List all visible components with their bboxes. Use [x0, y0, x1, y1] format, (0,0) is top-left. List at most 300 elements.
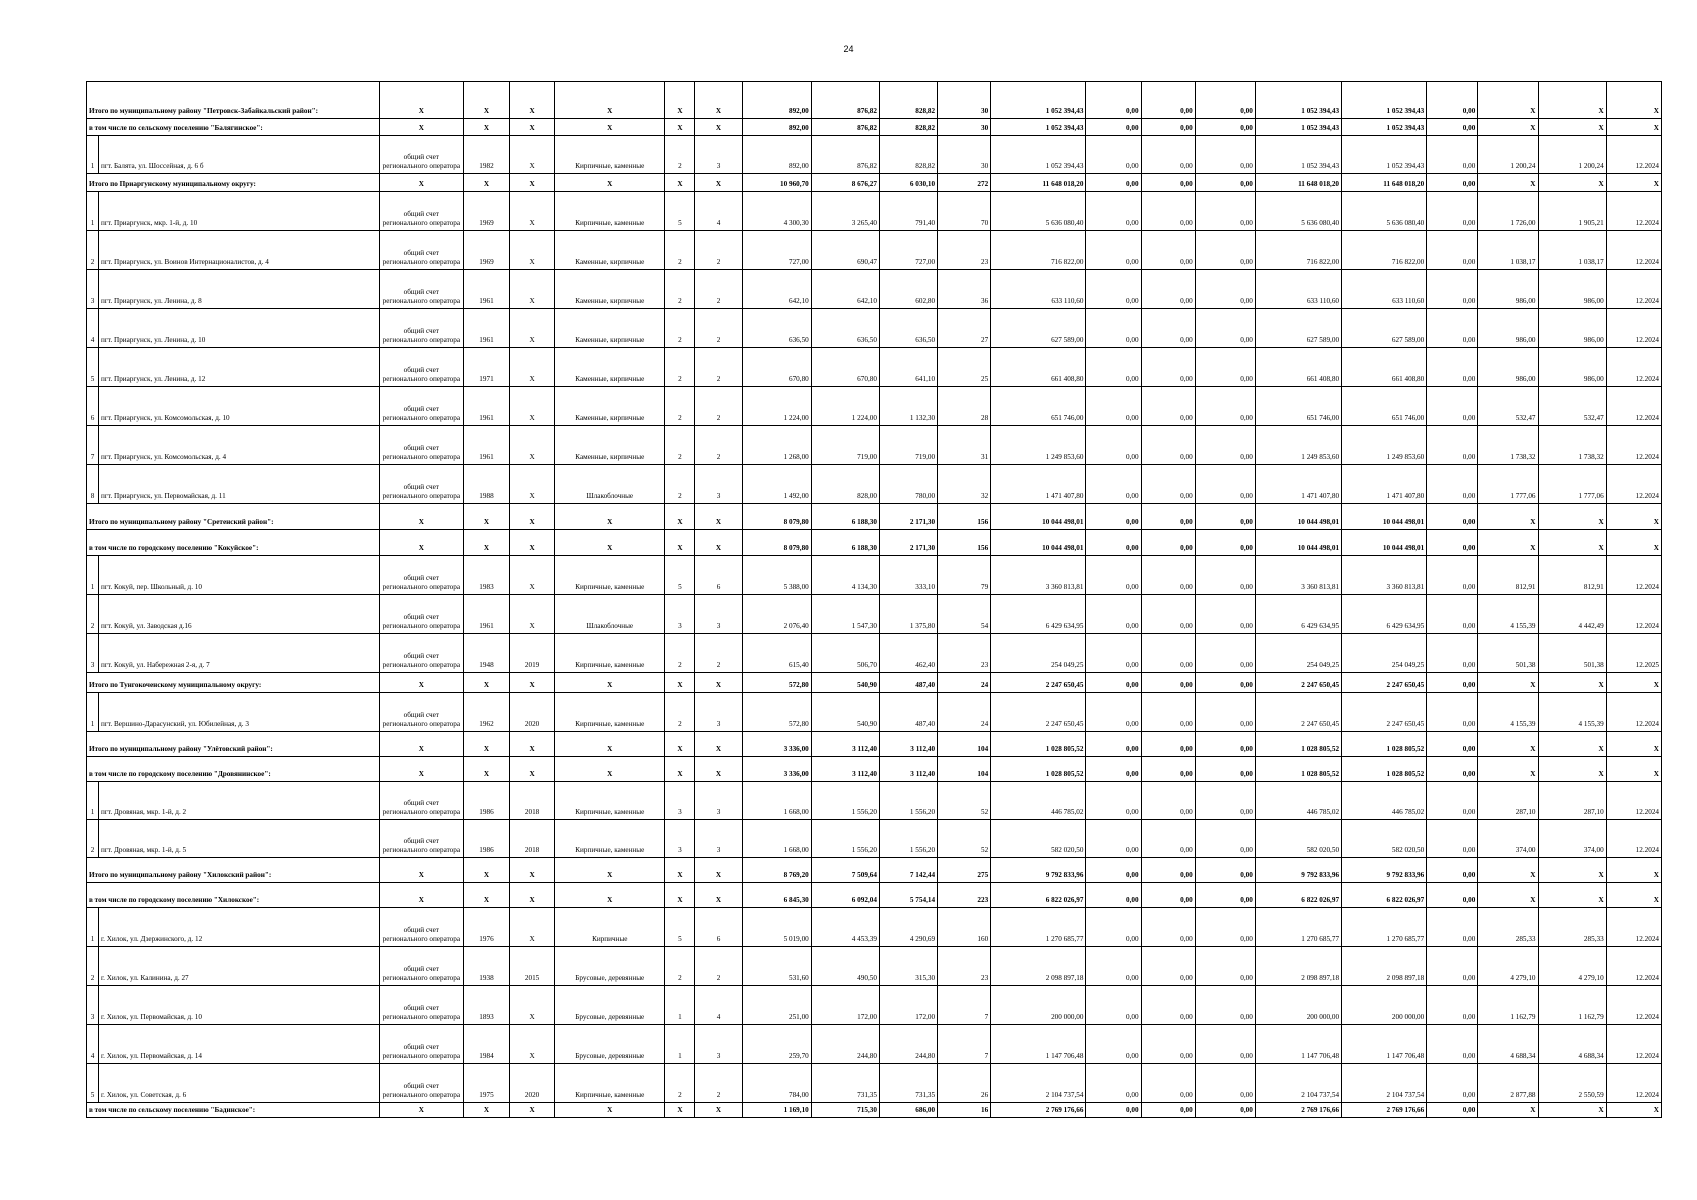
table-cell: 1 052 394,43 [991, 82, 1086, 119]
table-cell: 10 044 498,01 [991, 504, 1086, 530]
table-cell: 0,00 [1141, 426, 1195, 465]
table-cell: X [665, 757, 695, 782]
table-cell: Каменные, кирпичные [555, 270, 665, 309]
table-cell: 8 079,80 [742, 504, 811, 530]
table-cell: X [510, 732, 555, 757]
table-cell: 12.2024 [1606, 908, 1661, 947]
table-cell: 446 785,02 [991, 782, 1086, 820]
table-cell: 1938 [463, 947, 509, 986]
table-cell: 0,00 [1141, 858, 1195, 883]
table-cell: 26 [938, 1064, 991, 1103]
table-cell: 6 092,04 [811, 883, 879, 908]
table-cell: 2 [695, 309, 742, 348]
table-cell: 6 429 634,95 [1342, 595, 1427, 634]
table-cell: X [510, 348, 555, 387]
table-cell: Кирпичные, каменные [555, 136, 665, 174]
table-cell: X [695, 858, 742, 883]
table-cell: Каменные, кирпичные [555, 231, 665, 270]
table-cell: X [695, 673, 742, 693]
table-cell: 3 265,40 [811, 192, 879, 231]
table-cell: X [695, 82, 742, 119]
row-number: 1 [87, 136, 99, 174]
table-cell: 0,00 [1195, 883, 1255, 908]
table-cell: 0,00 [1086, 270, 1141, 309]
table-cell: общий счет регионального оператора [379, 231, 463, 270]
table-cell: 1 052 394,43 [1342, 82, 1427, 119]
table-cell: 0,00 [1427, 673, 1478, 693]
table-cell: 4 442,49 [1538, 595, 1606, 634]
table-cell: 10 044 498,01 [1255, 504, 1341, 530]
table-cell: 1 028 805,52 [1255, 757, 1341, 782]
table-cell: 4 300,30 [742, 192, 811, 231]
table-cell: 2 769 176,66 [1255, 1103, 1341, 1118]
table-cell: 12.2024 [1606, 782, 1661, 820]
table-cell: 0,00 [1195, 693, 1255, 732]
table-row [87, 947, 1662, 986]
table-cell: 3 [695, 136, 742, 174]
table-cell: 1 224,00 [742, 387, 811, 426]
table-cell: 1 224,00 [811, 387, 879, 426]
table-cell: 11 648 018,20 [991, 174, 1086, 192]
table-cell: 156 [938, 530, 991, 556]
table-cell: 0,00 [1427, 757, 1478, 782]
table-cell: 32 [938, 465, 991, 504]
table-cell: 1983 [463, 556, 509, 595]
table-cell: X [379, 732, 463, 757]
table-cell: 3 360 813,81 [991, 556, 1086, 595]
table-cell: 1 249 853,60 [1342, 426, 1427, 465]
table-cell: Брусовые, деревянные [555, 947, 665, 986]
table-cell: 3 [695, 1025, 742, 1064]
table-cell: 0,00 [1195, 595, 1255, 634]
table-cell: 0,00 [1195, 858, 1255, 883]
table-cell: 892,00 [742, 136, 811, 174]
summary-row [87, 757, 1662, 782]
table-row [87, 693, 1662, 732]
address-cell: пгт. Приаргунск, ул. Комсомольская, д. 10 [99, 387, 380, 426]
table-row [87, 820, 1662, 858]
table-cell: X [1606, 757, 1661, 782]
table-cell: 641,10 [879, 348, 937, 387]
summary-row [87, 174, 1662, 192]
table-cell: 0,00 [1086, 634, 1141, 673]
summary-label: Итого по муниципальному району "Улётовский район": [87, 732, 380, 757]
table-cell: X [1538, 732, 1606, 757]
table-row [87, 1064, 1662, 1103]
table-cell: 6 822 026,97 [1342, 883, 1427, 908]
table-cell: 1 038,17 [1478, 231, 1538, 270]
table-cell: 1 270 685,77 [1342, 908, 1427, 947]
table-cell: общий счет регионального оператора [379, 693, 463, 732]
table-cell: X [510, 174, 555, 192]
table-cell: 2 171,30 [879, 530, 937, 556]
table-cell: 12.2024 [1606, 387, 1661, 426]
table-cell: 12.2024 [1606, 192, 1661, 231]
table-cell: 4 155,39 [1538, 693, 1606, 732]
table-cell: 2 104 737,54 [991, 1064, 1086, 1103]
table-cell: 0,00 [1195, 119, 1255, 136]
table-cell: 0,00 [1195, 309, 1255, 348]
table-cell: 716 822,00 [1255, 231, 1341, 270]
table-cell: 0,00 [1141, 82, 1195, 119]
table-cell: общий счет регионального оператора [379, 595, 463, 634]
table-cell: 1 028 805,52 [1342, 757, 1427, 782]
table-cell: 5 [665, 556, 695, 595]
table-cell: 1893 [463, 986, 509, 1025]
row-number: 2 [87, 595, 99, 634]
table-cell: X [665, 1103, 695, 1118]
table-cell: 1 052 394,43 [1342, 119, 1427, 136]
table-cell: 6 845,30 [742, 883, 811, 908]
table-row [87, 136, 1662, 174]
table-cell: 1 038,17 [1538, 231, 1606, 270]
summary-label: Итого по муниципальному району "Хилокский район": [87, 858, 380, 883]
table-cell: 0,00 [1086, 387, 1141, 426]
table-cell: X [695, 883, 742, 908]
table-cell: 1 028 805,52 [1342, 732, 1427, 757]
table-cell: X [510, 556, 555, 595]
table-cell: 0,00 [1086, 426, 1141, 465]
table-cell: X [695, 504, 742, 530]
table-cell: X [1478, 82, 1538, 119]
table-cell: 9 792 833,96 [1255, 858, 1341, 883]
row-number: 8 [87, 465, 99, 504]
table-cell: 4 155,39 [1478, 693, 1538, 732]
row-number: 2 [87, 231, 99, 270]
table-cell: 2019 [510, 634, 555, 673]
table-cell: 12.2024 [1606, 465, 1661, 504]
table-cell: 8 769,20 [742, 858, 811, 883]
table-cell: X [665, 82, 695, 119]
table-cell: 0,00 [1427, 174, 1478, 192]
table-cell: 572,80 [742, 693, 811, 732]
table-cell: общий счет регионального оператора [379, 556, 463, 595]
table-cell: 2 [695, 270, 742, 309]
table-cell: 0,00 [1141, 757, 1195, 782]
row-number: 1 [87, 908, 99, 947]
table-cell: 0,00 [1086, 465, 1141, 504]
table-cell: 285,33 [1478, 908, 1538, 947]
table-cell: 23 [938, 634, 991, 673]
table-cell: X [1478, 858, 1538, 883]
table-cell: общий счет регионального оператора [379, 820, 463, 858]
table-cell: 2 [665, 426, 695, 465]
table-cell: X [379, 119, 463, 136]
table-cell: 506,70 [811, 634, 879, 673]
table-cell: X [379, 504, 463, 530]
table-cell: 0,00 [1086, 947, 1141, 986]
table-cell: X [1538, 504, 1606, 530]
table-cell: 2 [665, 693, 695, 732]
table-cell: 3 112,40 [879, 732, 937, 757]
table-cell: 1 052 394,43 [1255, 136, 1341, 174]
table-cell: X [379, 530, 463, 556]
table-cell: 1971 [463, 348, 509, 387]
table-cell: 1986 [463, 820, 509, 858]
table-cell: 6 429 634,95 [1255, 595, 1341, 634]
table-cell: X [1478, 673, 1538, 693]
table-cell: 200 000,00 [1342, 986, 1427, 1025]
table-cell: 727,00 [742, 231, 811, 270]
table-cell: 651 746,00 [1255, 387, 1341, 426]
table-cell: 285,33 [1538, 908, 1606, 947]
table-cell: X [1478, 1103, 1538, 1118]
table-cell: 1 162,79 [1538, 986, 1606, 1025]
table-cell: X [510, 136, 555, 174]
table-cell: 0,00 [1141, 908, 1195, 947]
table-cell: X [1606, 1103, 1661, 1118]
table-cell: 1969 [463, 231, 509, 270]
table-cell: 3 360 813,81 [1342, 556, 1427, 595]
summary-row [87, 732, 1662, 757]
table-cell: X [463, 732, 509, 757]
table-cell: 2 [665, 387, 695, 426]
table-cell: 259,70 [742, 1025, 811, 1064]
row-number: 5 [87, 348, 99, 387]
table-cell: 0,00 [1427, 530, 1478, 556]
table-cell: 487,40 [879, 693, 937, 732]
table-cell: X [695, 119, 742, 136]
table-cell: 490,50 [811, 947, 879, 986]
table-cell: 2 [695, 348, 742, 387]
row-number: 4 [87, 1025, 99, 1064]
table-cell: 828,82 [879, 119, 937, 136]
address-cell: пгт. Приаргунск, ул. Ленина, д. 10 [99, 309, 380, 348]
table-cell: X [510, 231, 555, 270]
table-cell: 986,00 [1538, 348, 1606, 387]
table-cell: 315,30 [879, 947, 937, 986]
table-cell: X [665, 883, 695, 908]
table-cell: X [463, 883, 509, 908]
table-cell: 0,00 [1086, 986, 1141, 1025]
table-cell: X [1606, 174, 1661, 192]
table-cell: 0,00 [1427, 119, 1478, 136]
table-cell: 0,00 [1086, 673, 1141, 693]
address-cell: пгт. Приаргунск, ул. Ленина, д. 12 [99, 348, 380, 387]
table-cell: 986,00 [1538, 270, 1606, 309]
table-cell: 2 [665, 465, 695, 504]
table-cell: Каменные, кирпичные [555, 348, 665, 387]
table-cell: 501,38 [1478, 634, 1538, 673]
table-cell: общий счет регионального оператора [379, 270, 463, 309]
table-cell: X [510, 387, 555, 426]
table-cell: X [510, 465, 555, 504]
table-cell: 2 [665, 231, 695, 270]
table-cell: общий счет регионального оператора [379, 309, 463, 348]
address-cell: г. Хилок, ул. Дзержинского, д. 12 [99, 908, 380, 947]
table-cell: 0,00 [1141, 192, 1195, 231]
table-cell: 1 726,00 [1478, 192, 1538, 231]
table-cell: 5 636 080,40 [1255, 192, 1341, 231]
table-cell: 1 777,06 [1538, 465, 1606, 504]
table-cell: 6 188,30 [811, 530, 879, 556]
table-cell: 4 [695, 986, 742, 1025]
table-cell: X [510, 883, 555, 908]
table-cell: 0,00 [1141, 986, 1195, 1025]
table-cell: 0,00 [1427, 1025, 1478, 1064]
table-cell: X [665, 504, 695, 530]
table-cell: 0,00 [1195, 820, 1255, 858]
table-cell: X [463, 82, 509, 119]
table-cell: 1 200,24 [1538, 136, 1606, 174]
row-number: 7 [87, 426, 99, 465]
table-cell: 3 336,00 [742, 732, 811, 757]
table-row [87, 634, 1662, 673]
table-cell: 0,00 [1427, 820, 1478, 858]
table-cell: 7 509,64 [811, 858, 879, 883]
table-row [87, 1025, 1662, 1064]
table-cell: 1948 [463, 634, 509, 673]
table-cell: 0,00 [1195, 908, 1255, 947]
table-cell: 828,00 [811, 465, 879, 504]
address-cell: г. Хилок, ул. Советская, д. 6 [99, 1064, 380, 1103]
table-cell: 333,10 [879, 556, 937, 595]
table-cell: 501,38 [1538, 634, 1606, 673]
table-cell: 716 822,00 [1342, 231, 1427, 270]
table-cell: 30 [938, 119, 991, 136]
row-number: 3 [87, 270, 99, 309]
table-cell: 1961 [463, 387, 509, 426]
table-cell: Каменные, кирпичные [555, 387, 665, 426]
table-cell: X [1478, 530, 1538, 556]
table-cell: 1 471 407,80 [991, 465, 1086, 504]
table-cell: 160 [938, 908, 991, 947]
table-cell: Кирпичные, каменные [555, 820, 665, 858]
table-cell: X [510, 530, 555, 556]
table-cell: 5 636 080,40 [991, 192, 1086, 231]
table-cell: 602,80 [879, 270, 937, 309]
table-cell: 1 052 394,43 [1342, 136, 1427, 174]
row-number: 1 [87, 556, 99, 595]
table-cell: X [379, 858, 463, 883]
table-cell: X [665, 119, 695, 136]
table-cell: 0,00 [1427, 908, 1478, 947]
table-row [87, 595, 1662, 634]
table-cell: 4 688,34 [1538, 1025, 1606, 1064]
table-cell: 0,00 [1141, 174, 1195, 192]
table-cell: 0,00 [1086, 782, 1141, 820]
table-cell: 244,80 [811, 1025, 879, 1064]
table-cell: 876,82 [811, 119, 879, 136]
address-cell: г. Хилок, ул. Калинина, д. 27 [99, 947, 380, 986]
table-cell: 1 052 394,43 [1255, 82, 1341, 119]
summary-row [87, 858, 1662, 883]
table-cell: 0,00 [1141, 530, 1195, 556]
table-cell: 9 792 833,96 [991, 858, 1086, 883]
table-cell: 6 030,10 [879, 174, 937, 192]
table-cell: Кирпичные, каменные [555, 556, 665, 595]
table-cell: X [1538, 858, 1606, 883]
table-cell: 627 589,00 [1255, 309, 1341, 348]
table-cell: 0,00 [1195, 426, 1255, 465]
table-cell: 1 052 394,43 [1255, 119, 1341, 136]
table-cell: X [510, 504, 555, 530]
table-cell: 2018 [510, 782, 555, 820]
table-cell: 251,00 [742, 986, 811, 1025]
table-cell: 661 408,80 [1255, 348, 1341, 387]
table-cell: 0,00 [1427, 858, 1478, 883]
table-cell: 12.2024 [1606, 693, 1661, 732]
table-cell: 2 769 176,66 [1342, 1103, 1427, 1118]
table-cell: 8 079,80 [742, 530, 811, 556]
table-cell: 3 336,00 [742, 757, 811, 782]
table-cell: 9 792 833,96 [1342, 858, 1427, 883]
table-cell: 0,00 [1141, 348, 1195, 387]
table-cell: 0,00 [1427, 732, 1478, 757]
table-row [87, 387, 1662, 426]
table-cell: X [463, 119, 509, 136]
summary-label: в том числе по городскому поселению "Кокуйское": [87, 530, 380, 556]
table-cell: 0,00 [1141, 309, 1195, 348]
table-cell: 0,00 [1427, 348, 1478, 387]
row-number: 3 [87, 986, 99, 1025]
table-cell: 0,00 [1427, 986, 1478, 1025]
table-cell: 651 746,00 [1342, 387, 1427, 426]
table-cell: 627 589,00 [991, 309, 1086, 348]
table-cell: 2 [665, 1064, 695, 1103]
table-cell: 254 049,25 [1342, 634, 1427, 673]
table-cell: 2 [695, 947, 742, 986]
table-cell: 0,00 [1086, 1025, 1141, 1064]
table-cell: X [695, 530, 742, 556]
table-cell: 3 [695, 693, 742, 732]
table-cell: 670,80 [742, 348, 811, 387]
table-cell: X [463, 757, 509, 782]
address-cell: пгт. Кокуй, пер. Школьный, д. 10 [99, 556, 380, 595]
table-cell: 1 028 805,52 [991, 757, 1086, 782]
table-cell: X [665, 858, 695, 883]
table-cell: 0,00 [1195, 270, 1255, 309]
address-cell: пгт. Приаргунск, ул. Воинов Интернационалистов, д. 4 [99, 231, 380, 270]
table-cell: 10 044 498,01 [1342, 504, 1427, 530]
table-cell: X [1606, 504, 1661, 530]
table-cell: 1 556,20 [811, 782, 879, 820]
summary-label: Итого по Приаргунскому муниципальному округу: [87, 174, 380, 192]
table-cell: 532,47 [1478, 387, 1538, 426]
summary-label: в том числе по сельскому поселению "Бадинское": [87, 1103, 380, 1118]
table-cell: 3 112,40 [811, 732, 879, 757]
table-cell: X [555, 673, 665, 693]
table-cell: 3 112,40 [811, 757, 879, 782]
table-cell: 0,00 [1141, 387, 1195, 426]
table-cell: 0,00 [1427, 465, 1478, 504]
table-cell: 876,82 [811, 82, 879, 119]
table-cell: 3 112,40 [879, 757, 937, 782]
table-cell: 2 [665, 270, 695, 309]
table-cell: Кирпичные, каменные [555, 782, 665, 820]
table-cell: 582 020,50 [1255, 820, 1341, 858]
table-cell: 633 110,60 [1255, 270, 1341, 309]
table-cell: 4 688,34 [1478, 1025, 1538, 1064]
table-cell: 0,00 [1141, 231, 1195, 270]
table-cell: 642,10 [742, 270, 811, 309]
table-cell: X [463, 1103, 509, 1118]
table-cell: 12.2024 [1606, 136, 1661, 174]
table-cell: 0,00 [1086, 1103, 1141, 1118]
table-cell: X [463, 530, 509, 556]
table-cell: 0,00 [1427, 192, 1478, 231]
table-cell: 1961 [463, 595, 509, 634]
table-cell: 2015 [510, 947, 555, 986]
table-cell: общий счет регионального оператора [379, 634, 463, 673]
row-number: 6 [87, 387, 99, 426]
table-cell: 1 905,21 [1538, 192, 1606, 231]
address-cell: пгт. Кокуй, ул. Заводская д.16 [99, 595, 380, 634]
address-cell: пгт. Приаргунск, ул. Ленина, д. 8 [99, 270, 380, 309]
table-cell: 2 [665, 309, 695, 348]
table-cell: X [510, 858, 555, 883]
table-cell: X [379, 1103, 463, 1118]
